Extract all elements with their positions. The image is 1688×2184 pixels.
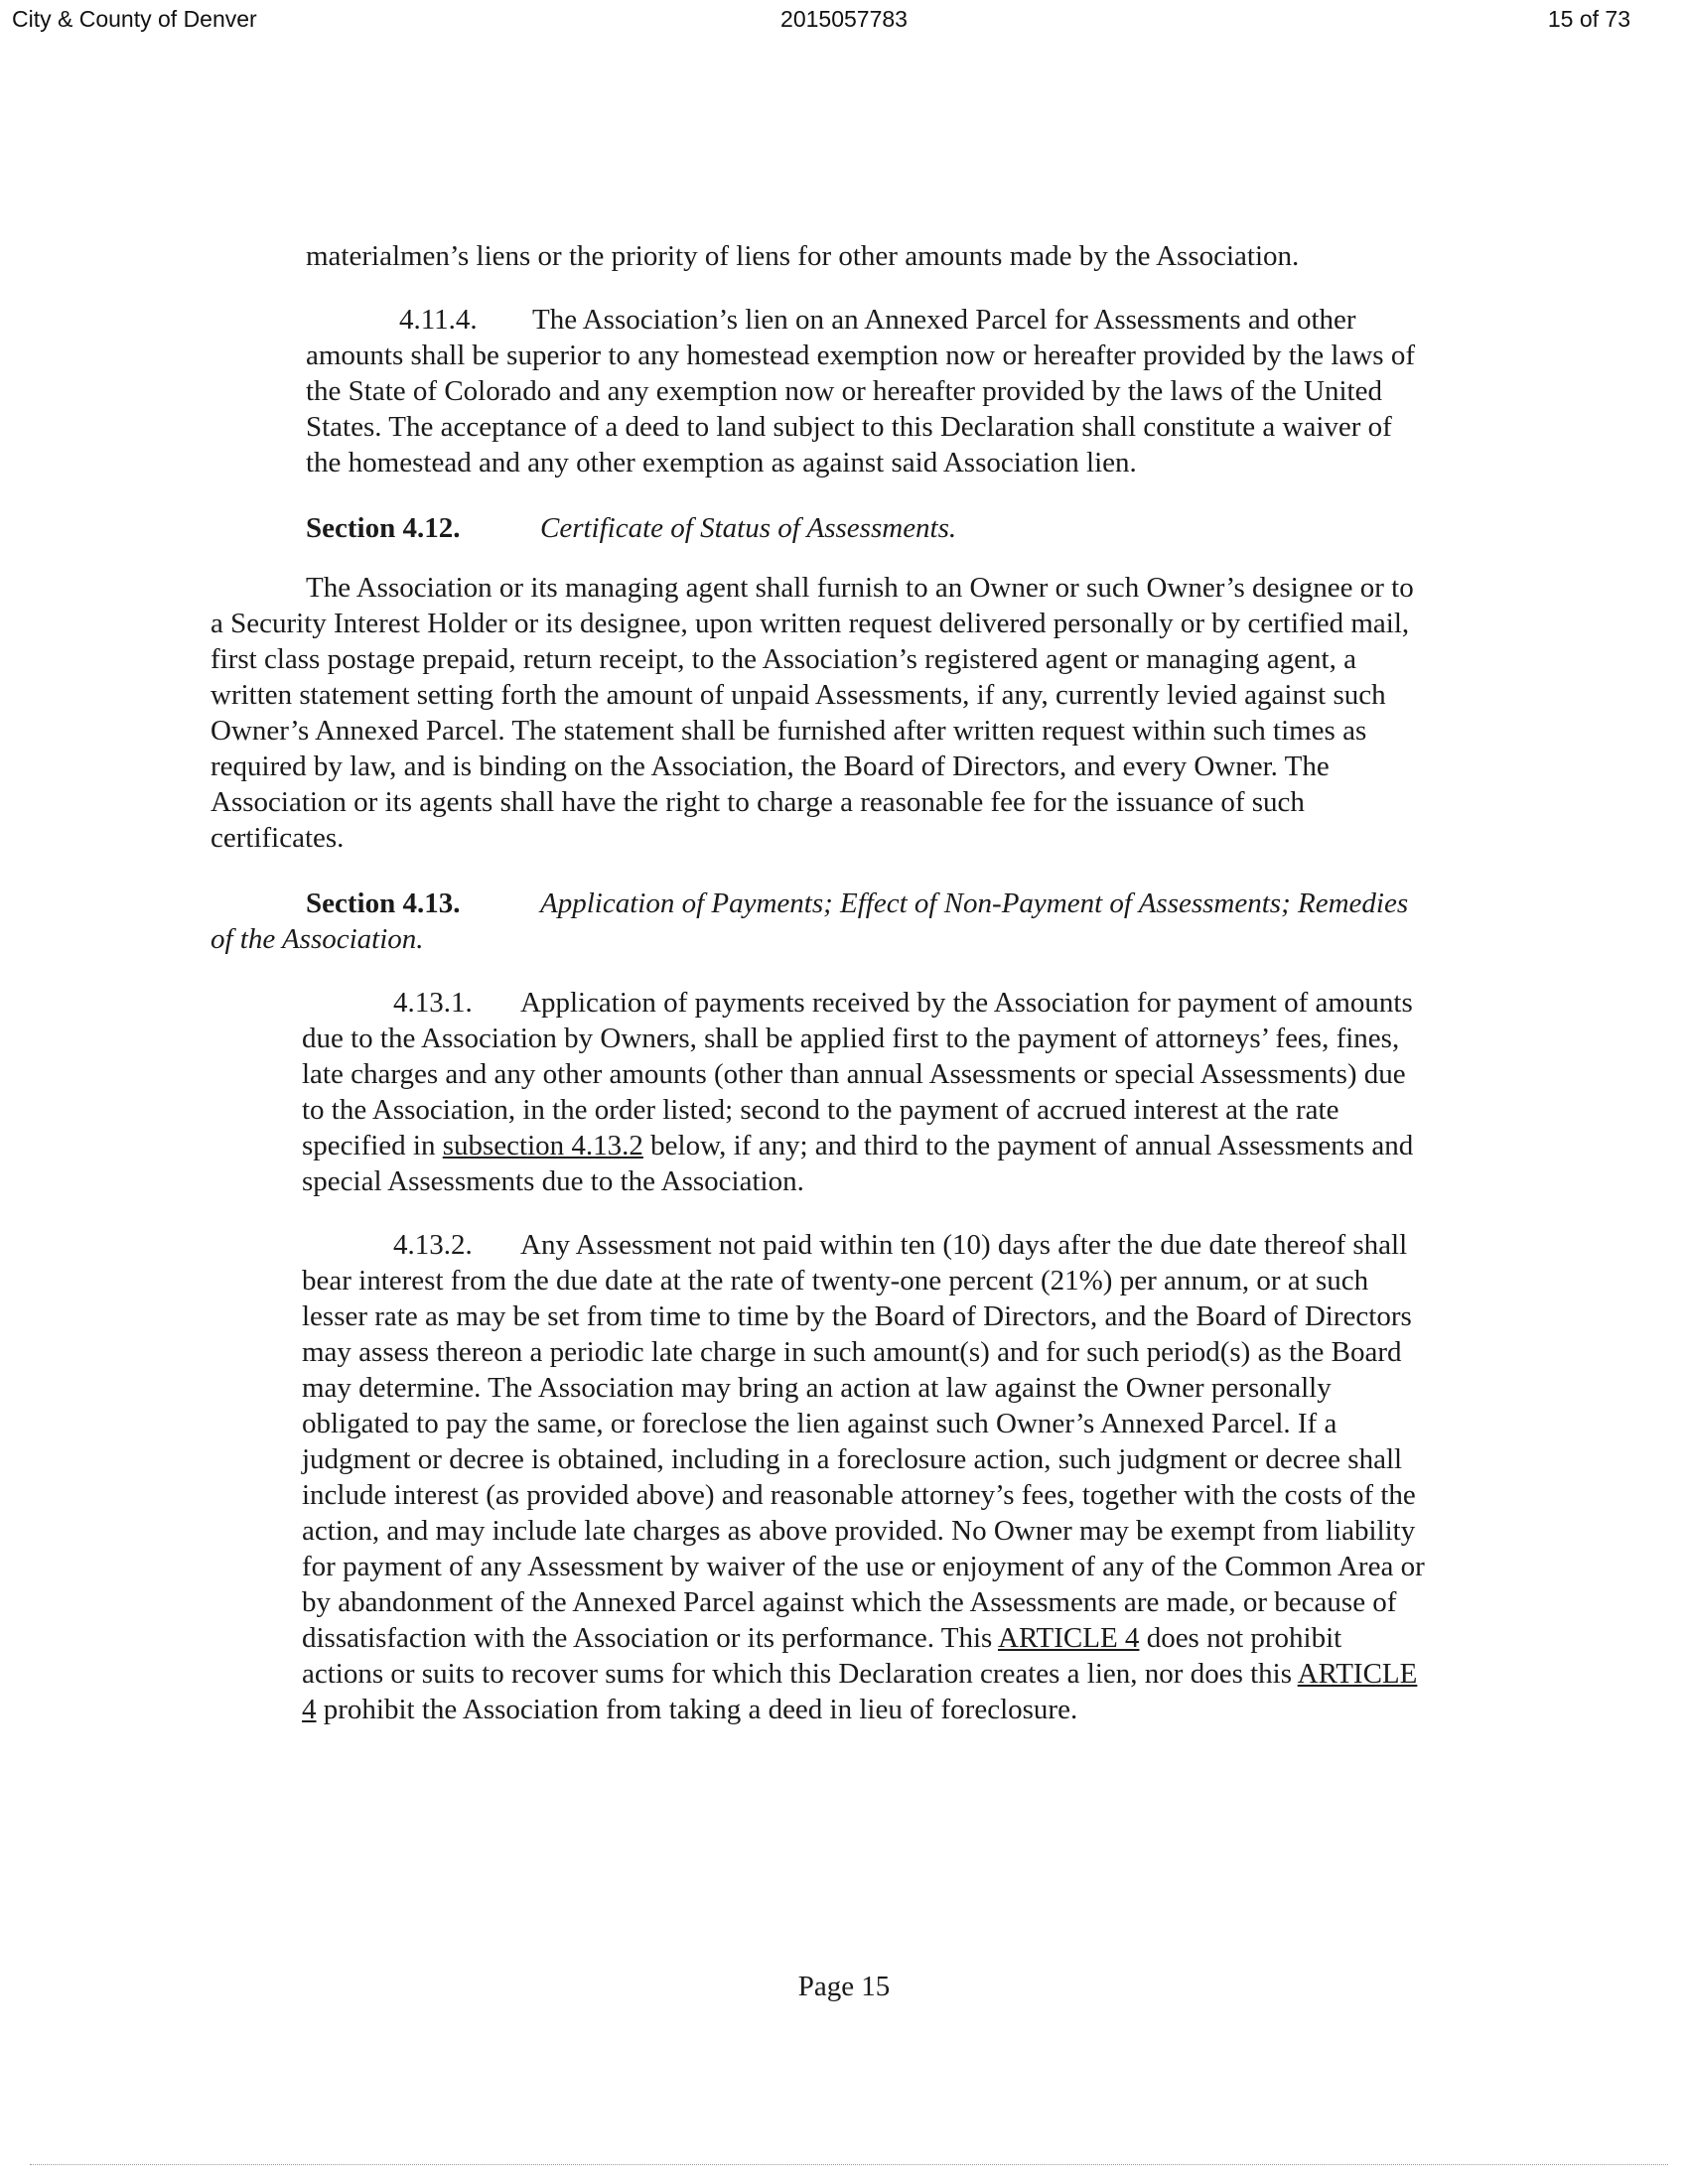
paragraph-continued: materialmen’s liens or the priority of liens for other amounts made by the Association.: [306, 240, 1300, 272]
section-label: Section 4.13.: [306, 887, 461, 919]
cross-reference-link[interactable]: ARTICLE 4: [302, 1658, 1418, 1725]
scan-artifact-line: [30, 2164, 1668, 2165]
subsection-text-end: prohibit the Association from taking a deed in lieu of foreclosure.: [323, 1694, 1078, 1725]
page-number: Page 15: [797, 1971, 891, 2002]
document-body: [211, 238, 1430, 1727]
header-county: City & County of Denver: [12, 6, 257, 32]
subsection-number: 4.13.2.: [393, 1229, 473, 1261]
header-document-number: 2015057783: [780, 6, 908, 32]
subsection-4-11-4: [211, 302, 1430, 480]
subsection-number: 4.13.1.: [393, 987, 473, 1019]
section-title: Certificate of Status of Assessments.: [540, 512, 957, 544]
subsection-4-13-2: [211, 1227, 1430, 1727]
section-4-13-heading: [211, 886, 1430, 957]
cross-reference-link[interactable]: ARTICLE 4: [998, 1622, 1140, 1654]
cross-reference-link[interactable]: subsection 4.13.2: [442, 1130, 643, 1161]
subsection-4-13-1: [211, 985, 1430, 1199]
section-4-12-heading: [211, 510, 1430, 546]
header-page-count: 15 of 73: [1547, 6, 1630, 32]
section-title: Application of Payments; Effect of Non-Payment of Assessments; Remedies of the Association.: [211, 887, 1409, 955]
section-4-12-text: The Association or its managing agent shall furnish to an Owner or such Owner’s designee or to a Security Interest Holder or its designee, upon written request delivered personally or by certified mail, first class postage prepaid, return receipt, to the Association’s registered agent or managing agent, a written statement setting forth the amount of unpaid Assessments, if any, currently levied against such Owner’s Annexed Parcel. The statement shall be furnished after written request within such times as required by law, and is binding on the Association, the Board of Directors, and every Owner. The Association or its agents shall have the right to charge a reasonable fee for the issuance of such certificates.: [211, 572, 1414, 854]
subsection-number: 4.11.4.: [399, 304, 478, 336]
section-label: Section 4.12.: [306, 512, 461, 544]
page-header: [0, 6, 1688, 36]
subsection-text: Application of payments received by the Association for payment of amounts due to the Association by Owners, shall be applied first to the payment of attorneys’ fees, fines, late charges and any other amounts (other than annual Assessments or special Assessments) due to the Association, in the order listed; second to the payment of accrued interest at the rate specified in: [302, 987, 1413, 1161]
subsection-text: The Association’s lien on an Annexed Parcel for Assessments and other amounts shall be superior to any homestead exemption now or hereafter provided by the laws of the State of Colorado and any exemption now or hereafter provided by the laws of the United States. The acceptance of a deed to land subject to this Declaration shall constitute a waiver of the homestead and any other exemption as against said Association lien.: [306, 304, 1415, 478]
subsection-text-cont: below, if any; and third to the payment of annual Assessments and special Assessments due to the Association.: [302, 1130, 1414, 1197]
subsection-text-cont: does not prohibit actions or suits to recover sums for which this Declaration creates a lien, nor does this: [302, 1622, 1342, 1690]
subsection-text: Any Assessment not paid within ten (10) days after the due date thereof shall bear interest from the due date at the rate of twenty-one percent (21%) per annum, or at such lesser rate as may be set from time to time by the Board of Directors, and the Board of Directors may assess thereon a periodic late charge in such amount(s) and for such period(s) as the Board may determine. The Association may bring an action at law against the Owner personally obligated to pay the same, or foreclose the lien against such Owner’s Annexed Parcel. If a judgment or decree is obtained, including in a foreclosure action, such judgment or decree shall include interest (as provided above) and reasonable attorney’s fees, together with the costs of the action, and may include late charges as above provided. No Owner may be exempt from liability for payment of any Assessment by waiver of the use or enjoyment of any of the Common Area or by abandonment of the Annexed Parcel against which the Assessments are made, or because of dissatisfaction with the Association or its performance. This: [302, 1229, 1425, 1654]
